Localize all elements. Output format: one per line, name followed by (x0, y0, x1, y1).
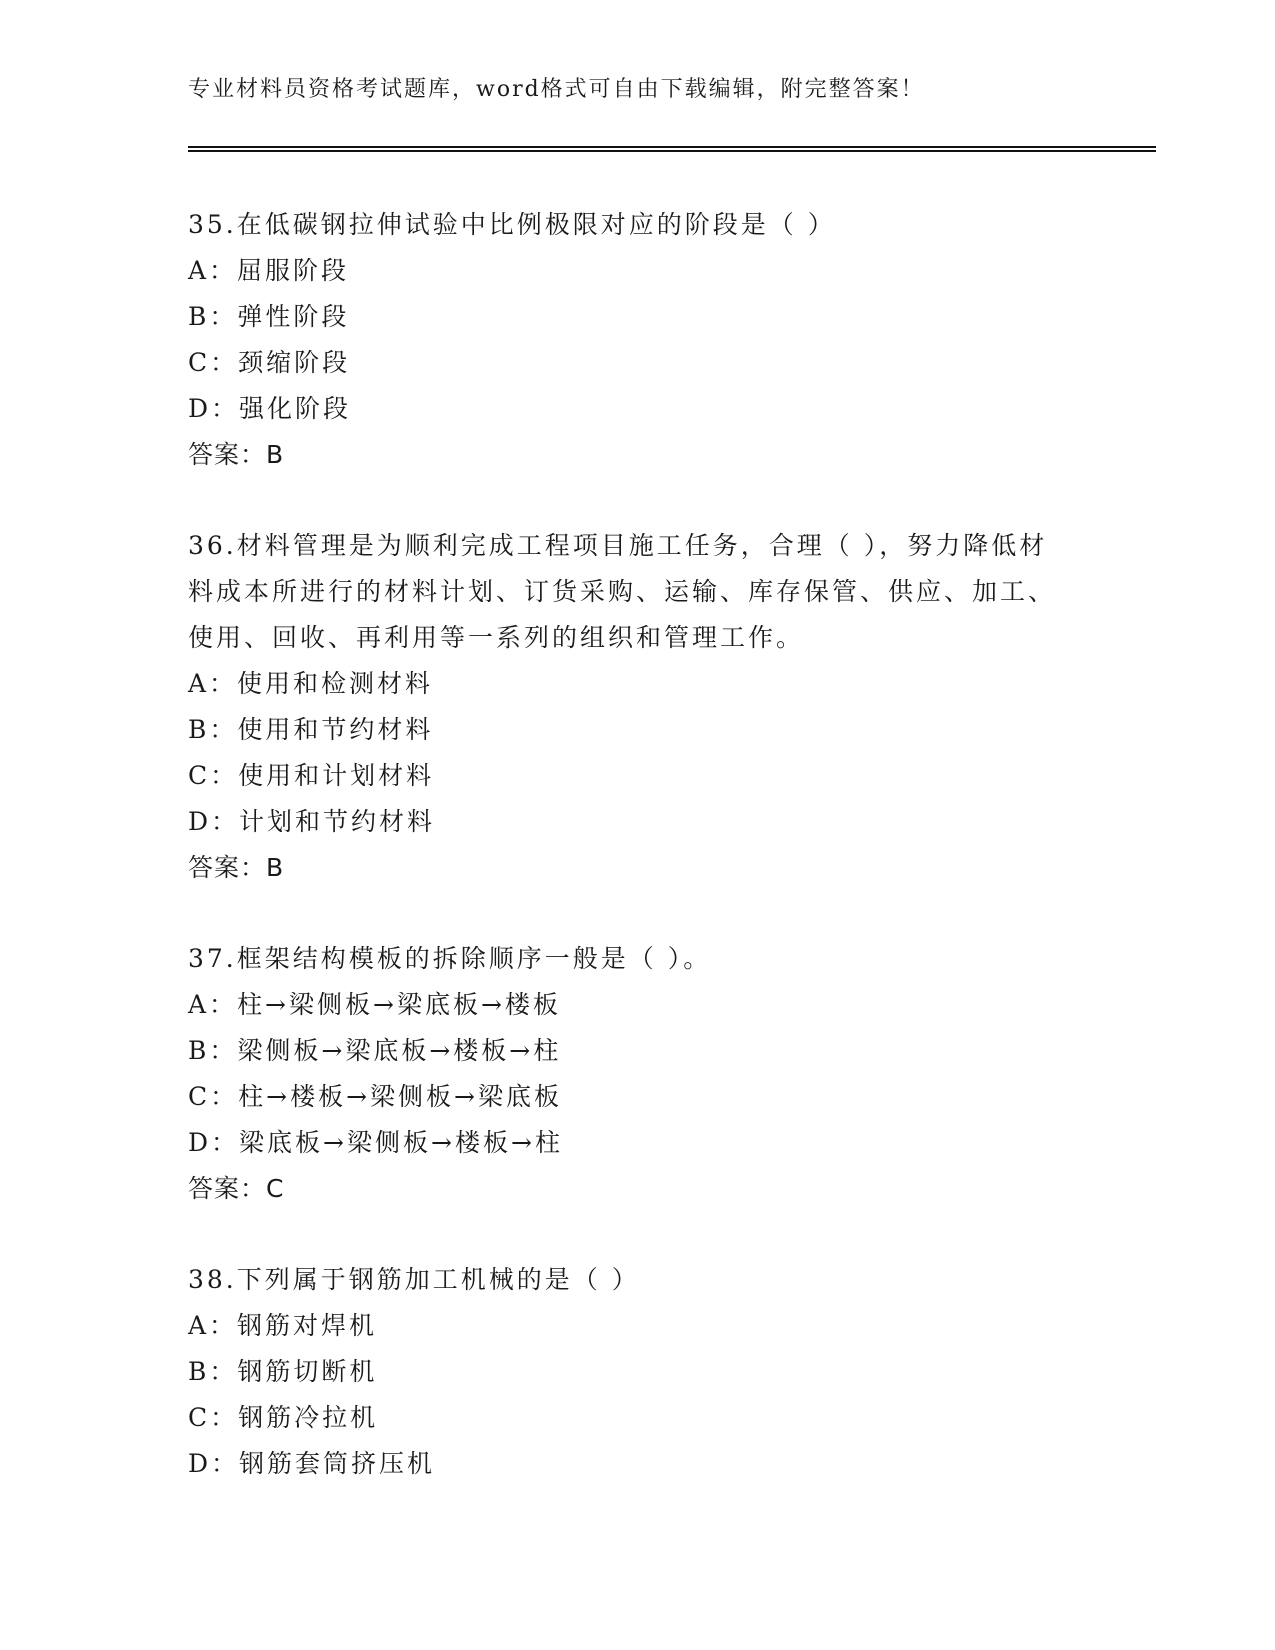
question-list (188, 202, 1068, 1532)
question-38 (188, 1257, 1068, 1487)
option-d: D：计划和节约材料 (188, 807, 436, 836)
option-c: C：使用和计划材料 (188, 761, 435, 790)
option-a: A：使用和检测材料 (188, 669, 434, 698)
option-d: D：钢筋套筒挤压机 (188, 1449, 436, 1478)
answer-label: 答案：C (188, 1174, 285, 1203)
option-b: B：钢筋切断机 (188, 1357, 378, 1386)
option-a: A：屈服阶段 (188, 256, 350, 285)
answer-label: 答案：B (188, 853, 285, 882)
option-b: B：弹性阶段 (188, 302, 350, 331)
option-d: D：梁底板→梁侧板→楼板→柱 (188, 1128, 563, 1157)
question-37 (188, 936, 1068, 1212)
question-stem: 38.下列属于钢筋加工机械的是（ ） (188, 1265, 640, 1294)
option-b: B：梁侧板→梁底板→楼板→柱 (188, 1036, 562, 1065)
page-header-title: 专业材料员资格考试题库，word格式可自由下载编辑，附完整答案！ (188, 77, 925, 102)
question-stem: 37.框架结构模板的拆除顺序一般是（ ）。 (188, 944, 712, 973)
question-stem: 35.在低碳钢拉伸试验中比例极限对应的阶段是（ ） (188, 210, 836, 239)
option-a: A：钢筋对焊机 (188, 1311, 378, 1340)
option-c: C：颈缩阶段 (188, 348, 351, 377)
option-c: C：钢筋冷拉机 (188, 1403, 379, 1432)
header-divider (188, 146, 1156, 152)
question-stem: 36.材料管理是为顺利完成工程项目施工任务，合理（ ），努力降低材料成本所进行的材料计划、订货采购、运输、库存保管、供应、加工、使用、回收、再利用等一系列的组织和管理工作。 (188, 531, 1057, 652)
option-c: C：柱→楼板→梁侧板→梁底板 (188, 1082, 562, 1111)
answer-label: 答案：B (188, 440, 285, 469)
option-d: D：强化阶段 (188, 394, 352, 423)
question-36 (188, 523, 1068, 891)
question-35 (188, 202, 1068, 478)
option-b: B：使用和节约材料 (188, 715, 434, 744)
option-a: A：柱→梁侧板→梁底板→楼板 (188, 990, 561, 1019)
